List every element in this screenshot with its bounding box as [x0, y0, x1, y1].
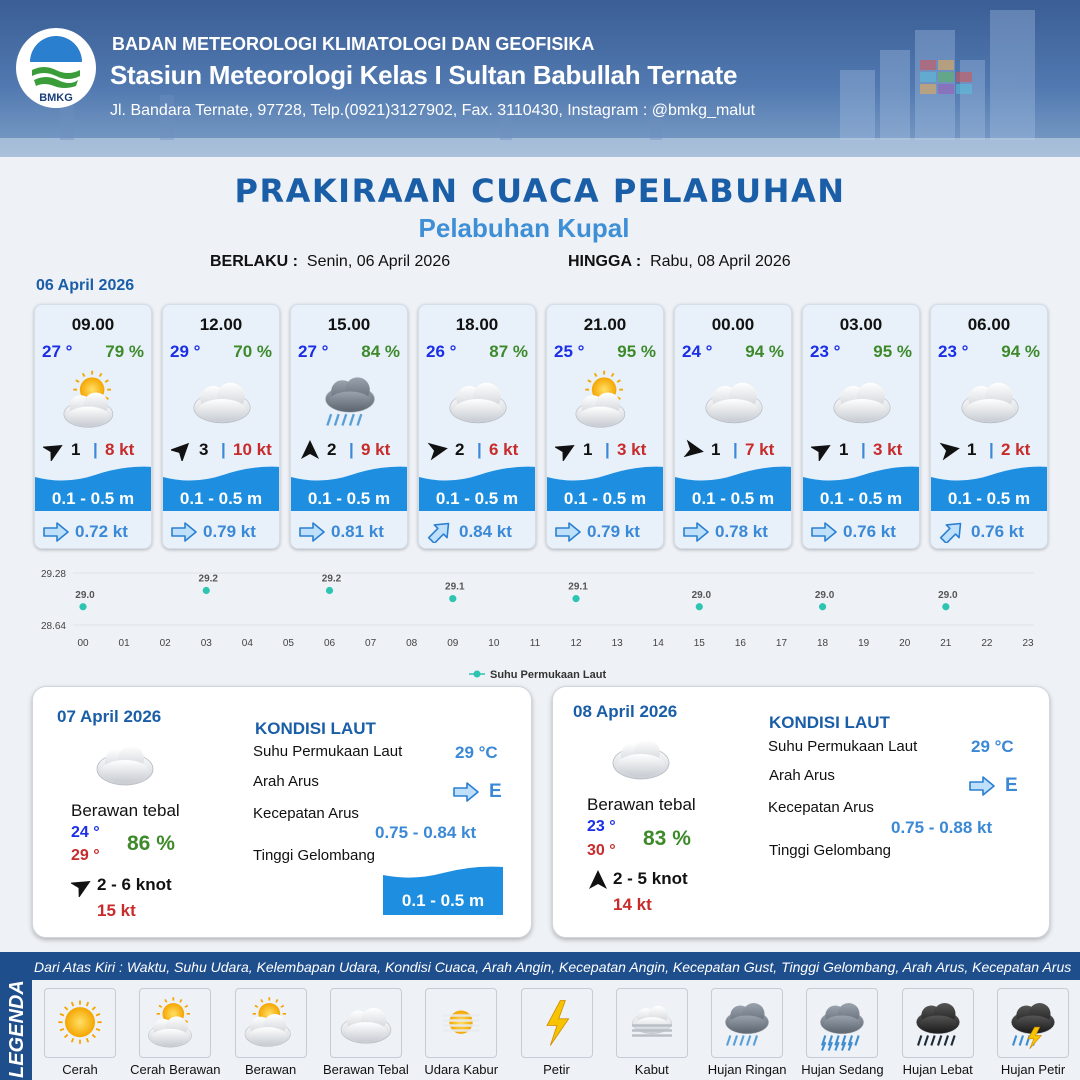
sst-point: [203, 587, 210, 594]
legend-item-label: Berawan Tebal: [323, 1062, 409, 1077]
x-tick-label: 05: [282, 638, 294, 649]
wave-height: 0.1 - 0.5 m: [179, 489, 263, 508]
wind-row: 1 | 2 kt: [937, 438, 1047, 462]
wind-row: 1 | 3 kt: [809, 438, 919, 462]
forecast-time: 12.00: [199, 315, 243, 334]
x-tick-label: 11: [529, 638, 541, 649]
humidity: 79 %: [105, 342, 144, 361]
wind-direction-icon: [587, 869, 609, 891]
current-row: [35, 513, 152, 549]
air-temperature: 24 °: [682, 342, 713, 361]
current-row: [547, 513, 664, 549]
sst-value: 29 °C: [455, 743, 498, 762]
legend-item-label: Berawan: [244, 1062, 297, 1077]
current-direction-icon: [43, 521, 69, 543]
station-address: Jl. Bandara Ternate, 97728, Telp.(0921)3127902, Fax. 3110430, Instagram : @bmkg_malut: [110, 102, 756, 119]
sst-chart: [28, 560, 1052, 685]
air-temperature: 29 °: [170, 342, 201, 361]
wind-speed: 1: [711, 440, 721, 459]
berawan-tebal-icon: [948, 367, 1032, 433]
current-arrow-icon: [969, 775, 995, 797]
legend-item-label: Hujan Petir: [1000, 1062, 1066, 1077]
wave-height-value: 0.1 - 0.5 m: [401, 891, 485, 910]
day-condition: Berawan tebal: [587, 795, 696, 814]
sst-point: [696, 603, 703, 610]
legend-item-label: Hujan Ringan: [707, 1062, 787, 1077]
current-speed: 0.76 kt: [843, 522, 896, 541]
current-direction-icon: [171, 521, 197, 543]
air-temperature: 23 °: [938, 342, 969, 361]
x-tick-label: 00: [77, 638, 89, 649]
wind-speed: 1: [583, 440, 593, 459]
current-speed: 0.79 kt: [203, 522, 256, 541]
udara-kabur-icon: [425, 988, 497, 1058]
current-direction-icon: [683, 521, 709, 543]
hujan-ringan-icon: [711, 988, 783, 1058]
forecast-card: [546, 304, 664, 549]
day-gust: 15 kt: [97, 901, 136, 920]
gust-speed: 7 kt: [745, 440, 775, 459]
wave-height: 0.1 - 0.5 m: [691, 489, 775, 508]
wind-direction-icon: [43, 439, 65, 461]
gust-speed: 8 kt: [105, 440, 135, 459]
berawan-tebal-icon: [330, 988, 402, 1058]
current-arrow-icon: [453, 781, 479, 803]
day-humidity: 86 %: [127, 832, 175, 855]
station-name: Stasiun Meteorologi Kelas I Sultan Babullah Ternate: [110, 60, 738, 90]
current-dir-value: E: [1005, 775, 1018, 796]
berawan-tebal-icon: [609, 733, 673, 783]
port-name: Pelabuhan Kupal: [418, 213, 630, 243]
sst-label: Suhu Permukaan Laut: [253, 743, 403, 760]
legend-series-name: Suhu Permukaan Laut: [490, 669, 607, 681]
x-tick-label: 08: [406, 638, 418, 649]
day1-date: 06 April 2026: [36, 277, 135, 294]
legend-item-label: Hujan Sedang: [801, 1062, 884, 1077]
x-tick-label: 18: [817, 638, 829, 649]
berawan-tebal-icon: [820, 367, 904, 433]
wave-height: 0.1 - 0.5 m: [947, 489, 1031, 508]
hujan-ringan-icon: [308, 367, 392, 433]
wave-height-label: Tinggi Gelombang: [769, 842, 892, 859]
current-speed-label: Kecepatan Arus: [768, 799, 874, 816]
wind-direction-icon: [555, 439, 577, 461]
x-tick-label: 12: [570, 638, 582, 649]
sst-point: [942, 603, 949, 610]
sst-data-label: 29.1: [568, 581, 588, 593]
humidity: 84 %: [361, 342, 400, 361]
wind-speed: 2: [327, 440, 337, 459]
legend-description: Dari Atas Kiri : Waktu, Suhu Udara, Kelembapan Udara, Kondisi Cuaca, Arah Angin, Kecepatan Angin, Kecepatan Gust, Tinggi Gelombang, Arah Arus, Kecepatan Arus: [34, 959, 1072, 975]
sst-data-label: 29.1: [445, 581, 465, 593]
org-name: BADAN METEOROLOGI KLIMATOLOGI DAN GEOFISIKA: [112, 34, 595, 54]
humidity: 70 %: [233, 342, 272, 361]
gust-speed: 9 kt: [361, 440, 391, 459]
day-condition: Berawan tebal: [71, 801, 180, 820]
wind-speed: 1: [967, 440, 977, 459]
current-row: [291, 513, 408, 549]
forecast-time: 15.00: [327, 315, 371, 334]
wind-row: 3 | 10 kt: [169, 438, 279, 462]
sst-label: Suhu Permukaan Laut: [768, 738, 918, 755]
current-dir-value: E: [489, 781, 502, 802]
current-direction-icon: [939, 521, 965, 543]
hujan-sedang-icon: [806, 988, 878, 1058]
forecast-card: [162, 304, 280, 549]
x-tick-label: 04: [241, 638, 253, 649]
x-tick-label: 16: [734, 638, 746, 649]
legend-item-label: Hujan Lebat: [902, 1062, 973, 1077]
x-tick-label: 20: [899, 638, 911, 649]
x-tick-label: 06: [323, 638, 336, 649]
forecast-time: 21.00: [583, 315, 627, 334]
forecast-time: 00.00: [711, 315, 755, 334]
gust-speed: 10 kt: [233, 440, 272, 459]
wind-direction-icon: [811, 439, 833, 461]
sst-data-label: 29.2: [198, 573, 218, 585]
current-direction-icon: [811, 521, 837, 543]
wave-height: 0.1 - 0.5 m: [819, 489, 903, 508]
current-dir-label: Arah Arus: [769, 767, 835, 784]
berawan-tebal-icon: [436, 367, 520, 433]
current-direction-icon: [427, 521, 453, 543]
forecast-time: 09.00: [71, 315, 115, 334]
wind-direction-icon: [171, 439, 193, 461]
forecast-card: [930, 304, 1048, 549]
day-summary-08: [552, 686, 1050, 938]
hujan-lebat-icon: [902, 988, 974, 1058]
wave-height: 0.1 - 0.5 m: [307, 489, 391, 508]
sst-data-label: 29.0: [691, 589, 712, 601]
svg-text:BMKG: BMKG: [39, 92, 73, 104]
svg-text:LEGENDA: LEGENDA: [6, 980, 28, 1078]
petir-icon: [521, 988, 593, 1058]
x-tick-label: 17: [775, 638, 788, 649]
day-date: 07 April 2026: [57, 707, 162, 726]
sst-data-label: 29.0: [814, 589, 835, 601]
wave-height: 0.1 - 0.5 m: [435, 489, 519, 508]
air-temperature: 26 °: [426, 342, 457, 361]
wind-speed: 3: [199, 440, 209, 459]
berawan-tebal-icon: [93, 739, 157, 789]
wind-row: 1 | 3 kt: [553, 438, 663, 462]
current-speed: 0.84 kt: [459, 522, 512, 541]
current-speed: 0.72 kt: [75, 522, 128, 541]
sst-data-label: 29.0: [75, 589, 95, 601]
sst-point: [449, 595, 456, 602]
wave-height: 0.1 - 0.5 m: [563, 489, 647, 508]
gust-speed: 2 kt: [1001, 440, 1031, 459]
humidity: 94 %: [1001, 342, 1040, 361]
header-banner: [0, 0, 1080, 157]
current-speed-label: Kecepatan Arus: [253, 805, 359, 822]
legend: [0, 952, 1080, 1080]
gust-speed: 6 kt: [489, 440, 519, 459]
current-row: [675, 513, 792, 549]
x-tick-label: 19: [858, 638, 870, 649]
hujan-petir-icon: [997, 988, 1069, 1058]
legend-title: [3, 962, 29, 1080]
day-tmin: 23 °: [587, 818, 616, 835]
berawan-icon: [235, 988, 307, 1058]
air-temperature: 27 °: [42, 342, 73, 361]
day-gust: 14 kt: [613, 895, 652, 914]
sst-data-label: 29.2: [321, 573, 342, 585]
wave-height: 0.1 - 0.5 m: [51, 489, 135, 508]
sst-data-label: 29.0: [938, 589, 958, 601]
current-speed-value: 0.75 - 0.84 kt: [375, 823, 477, 842]
current-row: [419, 513, 536, 549]
valid-from: BERLAKU : Senin, 06 April 2026: [210, 253, 451, 270]
air-temperature: 27 °: [298, 342, 329, 361]
day-humidity: 83 %: [643, 827, 691, 850]
air-temperature: 23 °: [810, 342, 841, 361]
day-tmin: 24 °: [71, 824, 100, 841]
valid-until: HINGGA : Rabu, 08 April 2026: [568, 253, 791, 270]
wind-direction-icon: [939, 439, 961, 461]
x-tick-label: 10: [488, 638, 500, 649]
current-speed: 0.79 kt: [587, 522, 640, 541]
wind-direction-icon: [299, 439, 321, 461]
berawan-tebal-icon: [692, 367, 776, 433]
current-direction-icon: [299, 521, 325, 543]
kabut-icon: [616, 988, 688, 1058]
sst-value: 29 °C: [971, 737, 1014, 756]
x-tick-label: 22: [981, 638, 993, 649]
x-tick-label: 14: [652, 638, 664, 649]
forecast-card: [802, 304, 920, 549]
wind-speed: 1: [71, 440, 81, 459]
wind-direction-icon: [427, 439, 449, 461]
y-tick-label: 29.28: [40, 569, 66, 580]
forecast-time: 18.00: [455, 315, 499, 334]
page-title: PRAKIRAAN CUACA PELABUHAN: [234, 172, 846, 210]
wind-row: 1 | 8 kt: [41, 438, 151, 462]
forecast-time: 03.00: [839, 315, 883, 334]
cerah-berawan-icon: [52, 367, 136, 433]
forecast-card: [674, 304, 792, 549]
sea-condition-title: KONDISI LAUT: [255, 719, 376, 738]
forecast-card: [290, 304, 408, 549]
wave-height-label: Tinggi Gelombang: [253, 847, 376, 864]
sst-point: [572, 595, 579, 602]
forecast-card: [34, 304, 152, 549]
wind-speed: 1: [839, 440, 849, 459]
day-summary-07: [32, 686, 532, 938]
x-tick-label: 02: [159, 638, 171, 649]
legend-item-label: Cerah: [62, 1062, 98, 1077]
cerah-berawan-icon: [564, 367, 648, 433]
x-tick-label: 21: [940, 638, 952, 649]
current-dir-label: Arah Arus: [253, 773, 319, 790]
forecast-time: 06.00: [967, 315, 1011, 334]
humidity: 95 %: [873, 342, 912, 361]
forecast-card: [418, 304, 536, 549]
humidity: 94 %: [745, 342, 784, 361]
day-date: 08 April 2026: [573, 702, 678, 721]
legend-item-label: Kabut: [634, 1062, 669, 1077]
day-tmax: 29 °: [71, 847, 100, 864]
wind-speed: 2: [455, 440, 465, 459]
x-tick-label: 03: [200, 638, 212, 649]
day-wind: 2 - 6 knot: [97, 875, 172, 894]
legend-marker: [474, 671, 481, 678]
cerah-berawan-icon: [139, 988, 211, 1058]
berawan-tebal-icon: [180, 367, 264, 433]
sst-point: [79, 603, 86, 610]
day-tmax: 30 °: [587, 842, 616, 859]
gust-speed: 3 kt: [873, 440, 903, 459]
cerah-icon: [44, 988, 116, 1058]
sst-point: [326, 587, 333, 594]
x-tick-label: 13: [611, 638, 623, 649]
gust-speed: 3 kt: [617, 440, 647, 459]
x-tick-label: 07: [365, 638, 377, 649]
current-row: [803, 513, 920, 549]
y-tick-label: 28.64: [40, 621, 66, 632]
wind-direction-icon: [71, 875, 93, 897]
legend-item-label: Cerah Berawan: [130, 1062, 221, 1077]
day-wind: 2 - 5 knot: [613, 869, 688, 888]
x-tick-label: 09: [447, 638, 459, 649]
x-tick-label: 23: [1022, 638, 1034, 649]
wind-row: 2 | 6 kt: [425, 438, 535, 462]
wind-row: 1 | 7 kt: [681, 438, 791, 462]
x-tick-label: 15: [693, 638, 705, 649]
humidity: 87 %: [489, 342, 528, 361]
current-direction-icon: [555, 521, 581, 543]
humidity: 95 %: [617, 342, 656, 361]
legend-item-label: Petir: [543, 1062, 570, 1077]
current-speed-value: 0.75 - 0.88 kt: [891, 818, 993, 837]
wind-row: 2 | 9 kt: [297, 438, 407, 462]
bmkg-logo: [16, 28, 96, 108]
sst-point: [819, 603, 826, 610]
sea-condition-title: KONDISI LAUT: [769, 713, 890, 732]
legend-item-label: Udara Kabur: [424, 1062, 499, 1077]
current-speed: 0.76 kt: [971, 522, 1024, 541]
current-speed: 0.78 kt: [715, 522, 768, 541]
x-tick-label: 01: [118, 638, 130, 649]
wind-direction-icon: [683, 439, 705, 461]
current-row: [931, 513, 1048, 549]
current-row: [163, 513, 280, 549]
air-temperature: 25 °: [554, 342, 585, 361]
current-speed: 0.81 kt: [331, 522, 384, 541]
